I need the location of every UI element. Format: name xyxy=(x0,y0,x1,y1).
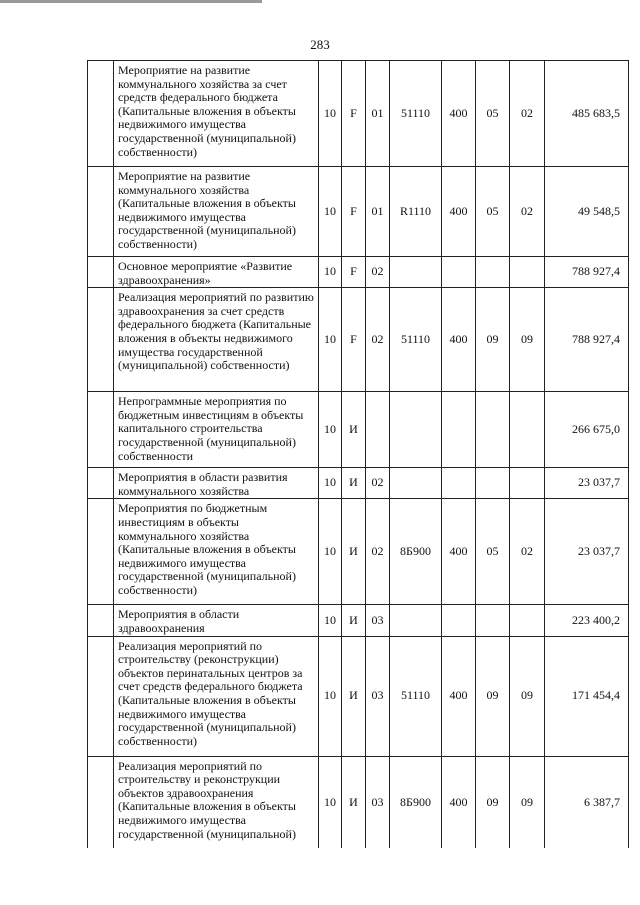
code-cell: 400 xyxy=(442,636,476,756)
blank-cell xyxy=(88,61,114,167)
code-cell: 03 xyxy=(366,605,390,636)
amount-cell: 171 454,4 xyxy=(545,636,629,756)
code-cell: 01 xyxy=(366,167,390,257)
code-cell: 10 xyxy=(319,288,342,392)
code-cell: 8Б900 xyxy=(390,756,442,848)
blank-cell xyxy=(88,257,114,288)
code-cell: 10 xyxy=(319,605,342,636)
code-cell: 51110 xyxy=(390,288,442,392)
code-cell: И xyxy=(342,392,366,468)
table-row xyxy=(88,288,629,392)
code-cell: 10 xyxy=(319,756,342,848)
code-cell xyxy=(390,392,442,468)
item-name: Реализация мероприятий по строительству и реконструкции объектов здравоохранения (Капитальные вложения в объекты недвижимого имущества государственной (муниципальной) xyxy=(114,756,319,848)
amount-cell: 266 675,0 xyxy=(545,392,629,468)
table-row xyxy=(88,167,629,257)
code-cell: 02 xyxy=(510,167,545,257)
amount-cell: 788 927,4 xyxy=(545,288,629,392)
code-cell xyxy=(510,605,545,636)
code-cell: 10 xyxy=(319,167,342,257)
code-cell: F xyxy=(342,288,366,392)
code-cell: И xyxy=(342,499,366,605)
code-cell xyxy=(510,468,545,499)
table-row xyxy=(88,468,629,499)
code-cell: 05 xyxy=(476,167,510,257)
code-cell: F xyxy=(342,257,366,288)
code-cell: 02 xyxy=(366,257,390,288)
code-cell xyxy=(510,257,545,288)
code-cell: 09 xyxy=(476,756,510,848)
blank-cell xyxy=(88,468,114,499)
code-cell xyxy=(476,257,510,288)
code-cell: 10 xyxy=(319,257,342,288)
blank-cell xyxy=(88,499,114,605)
code-cell: 10 xyxy=(319,392,342,468)
table-row xyxy=(88,61,629,167)
code-cell: 02 xyxy=(510,499,545,605)
code-cell: 10 xyxy=(319,468,342,499)
blank-cell xyxy=(88,605,114,636)
code-cell xyxy=(476,605,510,636)
item-name: Мероприятие на развитие коммунального хозяйства за счет средств федерального бюджета (Капитальные вложения в объекты недвижимого имущества государственной (муниципальной) собственности) xyxy=(114,61,319,167)
code-cell: И xyxy=(342,636,366,756)
code-cell: 51110 xyxy=(390,636,442,756)
item-name: Мероприятие на развитие коммунального хозяйства (Капитальные вложения в объекты недвижимого имущества государственной (муниципальной) собственности) xyxy=(114,167,319,257)
amount-cell: 49 548,5 xyxy=(545,167,629,257)
code-cell: 09 xyxy=(510,756,545,848)
item-name: Реализация мероприятий по развитию здравоохранения за счет средств федерального бюджета (Капитальные вложения в объекты недвижимого имущества государственной (муниципальной) собственности) xyxy=(114,288,319,392)
code-cell: И xyxy=(342,605,366,636)
table-row xyxy=(88,605,629,636)
code-cell: 02 xyxy=(366,499,390,605)
code-cell: 01 xyxy=(366,61,390,167)
table-row xyxy=(88,392,629,468)
table-row xyxy=(88,756,629,848)
code-cell: 05 xyxy=(476,499,510,605)
code-cell xyxy=(476,392,510,468)
table-row xyxy=(88,636,629,756)
code-cell: 10 xyxy=(319,61,342,167)
code-cell: И xyxy=(342,468,366,499)
item-name: Мероприятия по бюджетным инвестициям в объекты коммунального хозяйства (Капитальные вложения в объекты недвижимого имущества государственной (муниципальной) собственности) xyxy=(114,499,319,605)
code-cell: 51110 xyxy=(390,61,442,167)
code-cell: R1110 xyxy=(390,167,442,257)
page-number: 283 xyxy=(310,37,330,52)
code-cell: 400 xyxy=(442,167,476,257)
blank-cell xyxy=(88,756,114,848)
amount-cell: 485 683,5 xyxy=(545,61,629,167)
code-cell: F xyxy=(342,167,366,257)
amount-cell: 23 037,7 xyxy=(545,499,629,605)
code-cell: 02 xyxy=(366,288,390,392)
code-cell xyxy=(442,257,476,288)
blank-cell xyxy=(88,636,114,756)
code-cell: 400 xyxy=(442,756,476,848)
code-cell: F xyxy=(342,61,366,167)
code-cell: 8Б900 xyxy=(390,499,442,605)
code-cell: И xyxy=(342,756,366,848)
amount-cell: 223 400,2 xyxy=(545,605,629,636)
item-name: Реализация мероприятий по строительству (реконструкции) объектов перинатальных центров за счет средств федерального бюджета (Капитальные вложения в объекты недвижимого имущества государственной (муниципальной) собственности) xyxy=(114,636,319,756)
code-cell: 02 xyxy=(366,468,390,499)
code-cell xyxy=(390,468,442,499)
amount-cell: 788 927,4 xyxy=(545,257,629,288)
code-cell xyxy=(390,605,442,636)
code-cell xyxy=(366,392,390,468)
item-name: Мероприятия в области здравоохранения xyxy=(114,605,319,636)
code-cell: 03 xyxy=(366,636,390,756)
code-cell: 09 xyxy=(476,288,510,392)
code-cell: 400 xyxy=(442,61,476,167)
blank-cell xyxy=(88,392,114,468)
item-name: Мероприятия в области развития коммунального хозяйства xyxy=(114,468,319,499)
code-cell: 03 xyxy=(366,756,390,848)
amount-cell: 23 037,7 xyxy=(545,468,629,499)
code-cell xyxy=(390,257,442,288)
blank-cell xyxy=(88,167,114,257)
code-cell: 09 xyxy=(476,636,510,756)
table-row xyxy=(88,499,629,605)
code-cell xyxy=(442,605,476,636)
item-name: Непрограммные мероприятия по бюджетным инвестициям в объекты капитального строительства государственной (муниципальной) собственности xyxy=(114,392,319,468)
code-cell: 400 xyxy=(442,288,476,392)
code-cell: 02 xyxy=(510,61,545,167)
amount-cell: 6 387,7 xyxy=(545,756,629,848)
code-cell xyxy=(442,392,476,468)
top-rule xyxy=(0,0,262,3)
code-cell xyxy=(442,468,476,499)
code-cell xyxy=(510,392,545,468)
code-cell: 10 xyxy=(319,636,342,756)
blank-cell xyxy=(88,288,114,392)
code-cell: 05 xyxy=(476,61,510,167)
code-cell: 09 xyxy=(510,288,545,392)
item-name: Основное мероприятие «Развитие здравоохранения» xyxy=(114,257,319,288)
code-cell xyxy=(476,468,510,499)
table-row xyxy=(88,257,629,288)
budget-table xyxy=(87,60,629,848)
code-cell: 400 xyxy=(442,499,476,605)
code-cell: 10 xyxy=(319,499,342,605)
code-cell: 09 xyxy=(510,636,545,756)
